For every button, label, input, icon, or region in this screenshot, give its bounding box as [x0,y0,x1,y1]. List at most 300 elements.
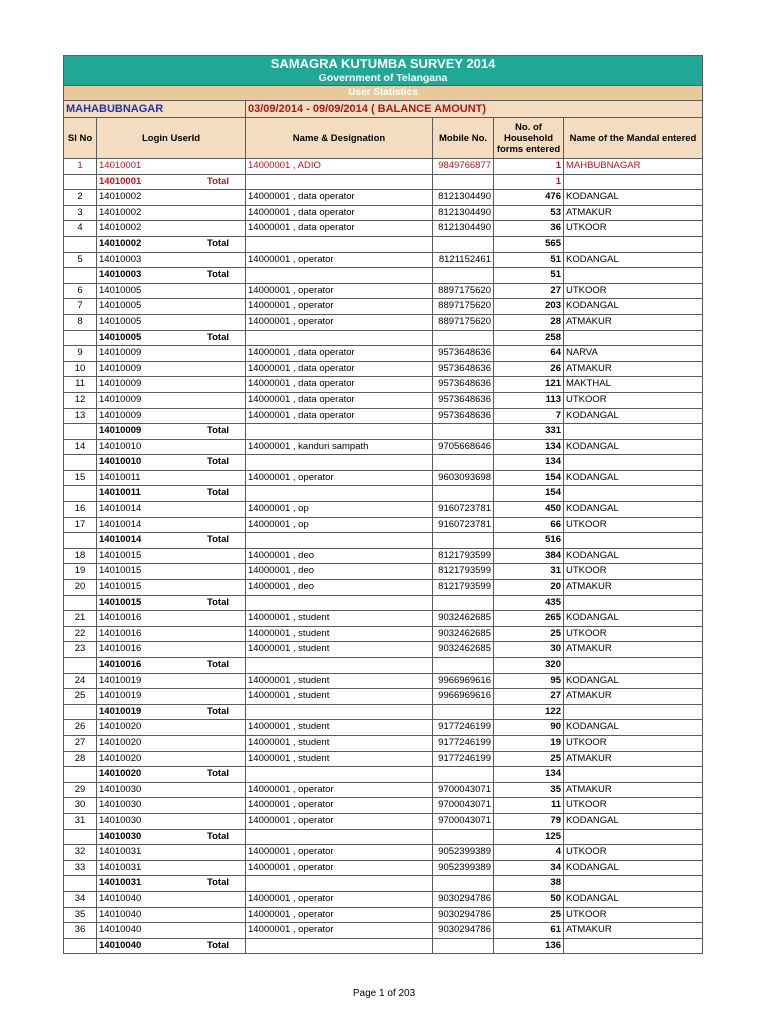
total-row [64,268,703,284]
sl-cell: 8 [64,314,97,330]
name-cell: 14000001 , operator [246,860,433,876]
table-row [64,346,703,362]
mobile-cell: 8121152461 [433,252,494,268]
forms-cell: 51 [494,252,564,268]
mobile-cell [433,330,494,346]
forms-cell: 203 [494,299,564,315]
name-cell: 14000001 , data operator [246,377,433,393]
col-header-mobile: Mobile No. [433,118,494,159]
login-id: 14010015 [99,596,142,608]
login-cell: 14010015 [97,548,246,564]
total-label: Total [207,768,229,780]
mobile-cell: 9030294786 [433,923,494,939]
forms-cell: 31 [494,564,564,580]
mobile-cell [433,658,494,674]
total-row [64,455,703,471]
table-row [64,720,703,736]
sl-cell: 16 [64,502,97,518]
table-row [64,626,703,642]
mandal-cell: ATMAKUR [564,689,703,705]
table-body [64,159,703,954]
sl-cell: 33 [64,860,97,876]
login-cell: 14010040 [97,907,246,923]
login-cell: 14010031 [97,860,246,876]
mandal-cell: UTKOOR [564,221,703,237]
mobile-cell: 8121304490 [433,221,494,237]
name-cell: 14000001 , kanduri sampath [246,439,433,455]
total-label: Total [207,425,229,437]
sl-cell: 11 [64,377,97,393]
total-login-cell [97,938,246,954]
forms-cell: 265 [494,611,564,627]
mandal-cell: ATMAKUR [564,314,703,330]
total-label: Total [207,331,229,343]
sl-cell: 29 [64,782,97,798]
mobile-cell [433,767,494,783]
login-id: 14010030 [99,830,142,842]
total-label: Total [207,237,229,249]
total-login-cell [97,236,246,252]
login-id: 14010011 [99,487,141,499]
forms-cell: 7 [494,408,564,424]
sl-cell [64,767,97,783]
forms-cell: 11 [494,798,564,814]
table-row [64,642,703,658]
mobile-cell [433,876,494,892]
district-row [64,101,703,118]
mandal-cell: KODANGAL [564,891,703,907]
sl-cell: 19 [64,564,97,580]
login-cell: 14010020 [97,720,246,736]
name-cell [246,658,433,674]
mandal-cell: ATMAKUR [564,782,703,798]
mandal-cell [564,533,703,549]
table-row [64,689,703,705]
forms-total-cell: 134 [494,455,564,471]
sl-cell [64,704,97,720]
name-cell: 14000001 , operator [246,283,433,299]
mandal-cell: NARVA [564,346,703,362]
table-row [64,611,703,627]
name-cell: 14000001 , operator [246,891,433,907]
login-cell: 14010002 [97,221,246,237]
mobile-cell: 8121304490 [433,205,494,221]
login-cell: 14010010 [97,439,246,455]
total-label: Total [207,830,229,842]
total-row [64,658,703,674]
total-row [64,938,703,954]
sl-cell [64,533,97,549]
sl-cell [64,829,97,845]
sl-cell: 13 [64,408,97,424]
total-row [64,767,703,783]
mobile-cell: 9160723781 [433,502,494,518]
forms-cell: 20 [494,580,564,596]
mobile-cell: 8897175620 [433,283,494,299]
login-id: 14010014 [99,534,142,546]
mandal-cell [564,658,703,674]
sl-cell: 25 [64,689,97,705]
forms-cell: 384 [494,548,564,564]
mandal-cell [564,424,703,440]
date-range: 03/09/2014 - 09/09/2014 ( BALANCE AMOUNT) [246,101,703,118]
login-cell: 14010031 [97,845,246,861]
sl-cell: 26 [64,720,97,736]
forms-total-cell: 122 [494,704,564,720]
mandal-cell: ATMAKUR [564,361,703,377]
mobile-cell: 9966969616 [433,673,494,689]
sl-cell: 23 [64,642,97,658]
forms-cell: 450 [494,502,564,518]
forms-cell: 79 [494,813,564,829]
total-label: Total [207,659,229,670]
login-cell: 14010009 [97,346,246,362]
mobile-cell: 9177246199 [433,735,494,751]
forms-total-cell: 516 [494,533,564,549]
mandal-cell: ATMAKUR [564,923,703,939]
login-cell: 14010009 [97,392,246,408]
mandal-cell [564,938,703,954]
mobile-cell: 9573648636 [433,346,494,362]
mobile-cell: 9032462685 [433,642,494,658]
forms-cell: 64 [494,346,564,362]
mobile-cell: 9700043071 [433,813,494,829]
mobile-cell: 9573648636 [433,377,494,393]
mobile-cell: 9177246199 [433,751,494,767]
mandal-cell: UTKOOR [564,626,703,642]
name-cell: 14000001 , operator [246,299,433,315]
table-row [64,283,703,299]
mobile-cell: 9177246199 [433,720,494,736]
name-cell: 14000001 , deo [246,580,433,596]
total-login-cell [97,268,246,284]
mobile-cell [433,268,494,284]
login-cell: 14010019 [97,689,246,705]
sl-cell: 36 [64,923,97,939]
mandal-cell: ATMAKUR [564,751,703,767]
name-cell [246,829,433,845]
sl-cell: 34 [64,891,97,907]
sl-cell [64,424,97,440]
mandal-cell: KODANGAL [564,720,703,736]
mobile-cell: 8897175620 [433,314,494,330]
mandal-cell: KODANGAL [564,813,703,829]
total-row [64,704,703,720]
table-row [64,408,703,424]
table-row [64,221,703,237]
login-id: 14010031 [99,877,142,889]
sl-cell: 18 [64,548,97,564]
sl-cell: 22 [64,626,97,642]
report-container [63,55,702,954]
login-cell: 14010005 [97,314,246,330]
mobile-cell: 8121793599 [433,564,494,580]
total-label: Total [207,175,229,187]
mandal-cell: KODANGAL [564,673,703,689]
mobile-cell: 8897175620 [433,299,494,315]
name-cell: 14000001 , ADIO [246,159,433,175]
sl-cell [64,268,97,284]
mandal-cell [564,486,703,502]
mandal-cell [564,876,703,892]
table-row [64,361,703,377]
sl-cell [64,174,97,190]
name-cell: 14000001 , operator [246,314,433,330]
login-cell: 14010020 [97,751,246,767]
table-row [64,891,703,907]
table-row [64,813,703,829]
sl-cell: 17 [64,517,97,533]
forms-cell: 36 [494,221,564,237]
sl-cell: 30 [64,798,97,814]
total-label: Total [207,269,229,281]
col-header-mandal: Name of the Mandal entered [564,118,703,159]
name-cell [246,486,433,502]
sl-cell [64,455,97,471]
name-cell [246,876,433,892]
name-cell: 14000001 , operator [246,252,433,268]
mobile-cell [433,424,494,440]
mandal-cell: MAKTHAL [564,377,703,393]
name-cell: 14000001 , data operator [246,190,433,206]
forms-cell: 53 [494,205,564,221]
total-login-cell [97,767,246,783]
name-cell: 14000001 , data operator [246,346,433,362]
login-cell: 14010016 [97,626,246,642]
name-cell [246,424,433,440]
table-row [64,907,703,923]
table-row [64,252,703,268]
name-cell: 14000001 , op [246,517,433,533]
mandal-cell [564,455,703,471]
mandal-cell: KODANGAL [564,502,703,518]
name-cell [246,174,433,190]
forms-total-cell: 320 [494,658,564,674]
total-login-cell [97,424,246,440]
mandal-cell: UTKOOR [564,798,703,814]
mandal-cell: MAHBUBNAGAR [564,159,703,175]
name-cell: 14000001 , student [246,673,433,689]
login-cell: 14010016 [97,611,246,627]
name-cell: 14000001 , deo [246,564,433,580]
name-cell [246,704,433,720]
mandal-cell [564,767,703,783]
login-cell: 14010005 [97,283,246,299]
mandal-cell: KODANGAL [564,408,703,424]
table-row [64,735,703,751]
mandal-cell [564,174,703,190]
mandal-cell [564,829,703,845]
forms-total-cell: 565 [494,236,564,252]
login-cell: 14010001 [97,159,246,175]
total-row [64,424,703,440]
table-row [64,377,703,393]
total-row [64,486,703,502]
mandal-cell: UTKOOR [564,392,703,408]
login-id: 14010005 [99,331,142,343]
total-login-cell [97,829,246,845]
forms-cell: 1 [494,159,564,175]
column-header-row [64,118,703,159]
sl-cell [64,876,97,892]
table-row [64,845,703,861]
sl-cell [64,330,97,346]
total-row [64,330,703,346]
mobile-cell: 9849766877 [433,159,494,175]
login-cell: 14010016 [97,642,246,658]
mandal-cell: ATMAKUR [564,205,703,221]
forms-cell: 90 [494,720,564,736]
name-cell: 14000001 , operator [246,798,433,814]
forms-total-cell: 154 [494,486,564,502]
total-login-cell [97,455,246,471]
login-cell: 14010002 [97,190,246,206]
mobile-cell [433,236,494,252]
mobile-cell: 9966969616 [433,689,494,705]
mandal-cell [564,236,703,252]
mobile-cell [433,174,494,190]
sl-cell: 1 [64,159,97,175]
table-row [64,299,703,315]
sl-cell: 24 [64,673,97,689]
forms-cell: 25 [494,751,564,767]
table-row [64,190,703,206]
login-cell: 14010030 [97,798,246,814]
total-label: Total [207,456,229,468]
mandal-cell: KODANGAL [564,548,703,564]
sl-cell: 27 [64,735,97,751]
table-row [64,502,703,518]
section-title: User Statistics [64,86,703,101]
sl-cell: 15 [64,470,97,486]
name-cell: 14000001 , student [246,735,433,751]
login-cell: 14010040 [97,923,246,939]
mandal-cell: UTKOOR [564,907,703,923]
login-cell: 14010030 [97,813,246,829]
user-statistics-table [63,55,703,954]
forms-cell: 4 [494,845,564,861]
mobile-cell: 9052399389 [433,845,494,861]
col-header-login: Login UserId [97,118,246,159]
name-cell [246,236,433,252]
total-label: Total [207,877,229,889]
login-cell: 14010009 [97,361,246,377]
total-login-cell [97,174,246,190]
forms-total-cell: 331 [494,424,564,440]
forms-cell: 25 [494,626,564,642]
forms-cell: 95 [494,673,564,689]
mandal-cell: KODANGAL [564,439,703,455]
sl-cell: 5 [64,252,97,268]
table-row [64,517,703,533]
forms-cell: 19 [494,735,564,751]
subtitle-row [64,72,703,86]
forms-total-cell: 125 [494,829,564,845]
mobile-cell: 9160723781 [433,517,494,533]
sl-cell: 3 [64,205,97,221]
report-title: SAMAGRA KUTUMBA SURVEY 2014 [64,56,703,73]
forms-total-cell: 134 [494,767,564,783]
forms-cell: 26 [494,361,564,377]
name-cell: 14000001 , student [246,642,433,658]
mandal-cell [564,268,703,284]
name-cell: 14000001 , operator [246,923,433,939]
login-id: 14010001 [99,175,142,187]
total-row [64,829,703,845]
sl-cell: 32 [64,845,97,861]
sl-cell: 14 [64,439,97,455]
mobile-cell: 9700043071 [433,782,494,798]
total-label: Total [207,705,229,717]
login-cell: 14010003 [97,252,246,268]
mandal-cell: KODANGAL [564,611,703,627]
name-cell: 14000001 , data operator [246,408,433,424]
forms-cell: 25 [494,907,564,923]
login-id: 14010009 [99,425,142,437]
login-id: 14010010 [99,456,142,468]
mobile-cell: 9700043071 [433,798,494,814]
login-cell: 14010014 [97,502,246,518]
total-login-cell [97,330,246,346]
login-id: 14010040 [99,939,142,951]
forms-cell: 50 [494,891,564,907]
table-row [64,782,703,798]
forms-cell: 476 [494,190,564,206]
sl-cell: 10 [64,361,97,377]
forms-total-cell: 435 [494,595,564,611]
mobile-cell [433,455,494,471]
mobile-cell: 9573648636 [433,392,494,408]
forms-total-cell: 258 [494,330,564,346]
total-row [64,174,703,190]
forms-cell: 27 [494,689,564,705]
forms-cell: 134 [494,439,564,455]
login-cell: 14010015 [97,580,246,596]
login-cell: 14010015 [97,564,246,580]
name-cell: 14000001 , deo [246,548,433,564]
col-header-forms: No. of Household forms entered [494,118,564,159]
forms-cell: 30 [494,642,564,658]
mobile-cell: 8121793599 [433,580,494,596]
name-cell: 14000001 , operator [246,845,433,861]
mandal-cell: KODANGAL [564,252,703,268]
sl-cell: 20 [64,580,97,596]
mobile-cell: 9573648636 [433,361,494,377]
sl-cell: 9 [64,346,97,362]
table-row [64,439,703,455]
table-row [64,314,703,330]
mobile-cell: 9573648636 [433,408,494,424]
name-cell [246,595,433,611]
sl-cell [64,236,97,252]
name-cell: 14000001 , student [246,689,433,705]
mandal-cell: KODANGAL [564,190,703,206]
mandal-cell: UTKOOR [564,845,703,861]
login-cell: 14010014 [97,517,246,533]
mandal-cell: KODANGAL [564,470,703,486]
name-cell [246,268,433,284]
table-row [64,580,703,596]
mobile-cell: 8121793599 [433,548,494,564]
total-login-cell [97,486,246,502]
mobile-cell [433,486,494,502]
login-id: 14010002 [99,237,142,249]
login-cell: 14010005 [97,299,246,315]
sl-cell: 4 [64,221,97,237]
mobile-cell: 9705668646 [433,439,494,455]
name-cell: 14000001 , student [246,751,433,767]
forms-cell: 27 [494,283,564,299]
